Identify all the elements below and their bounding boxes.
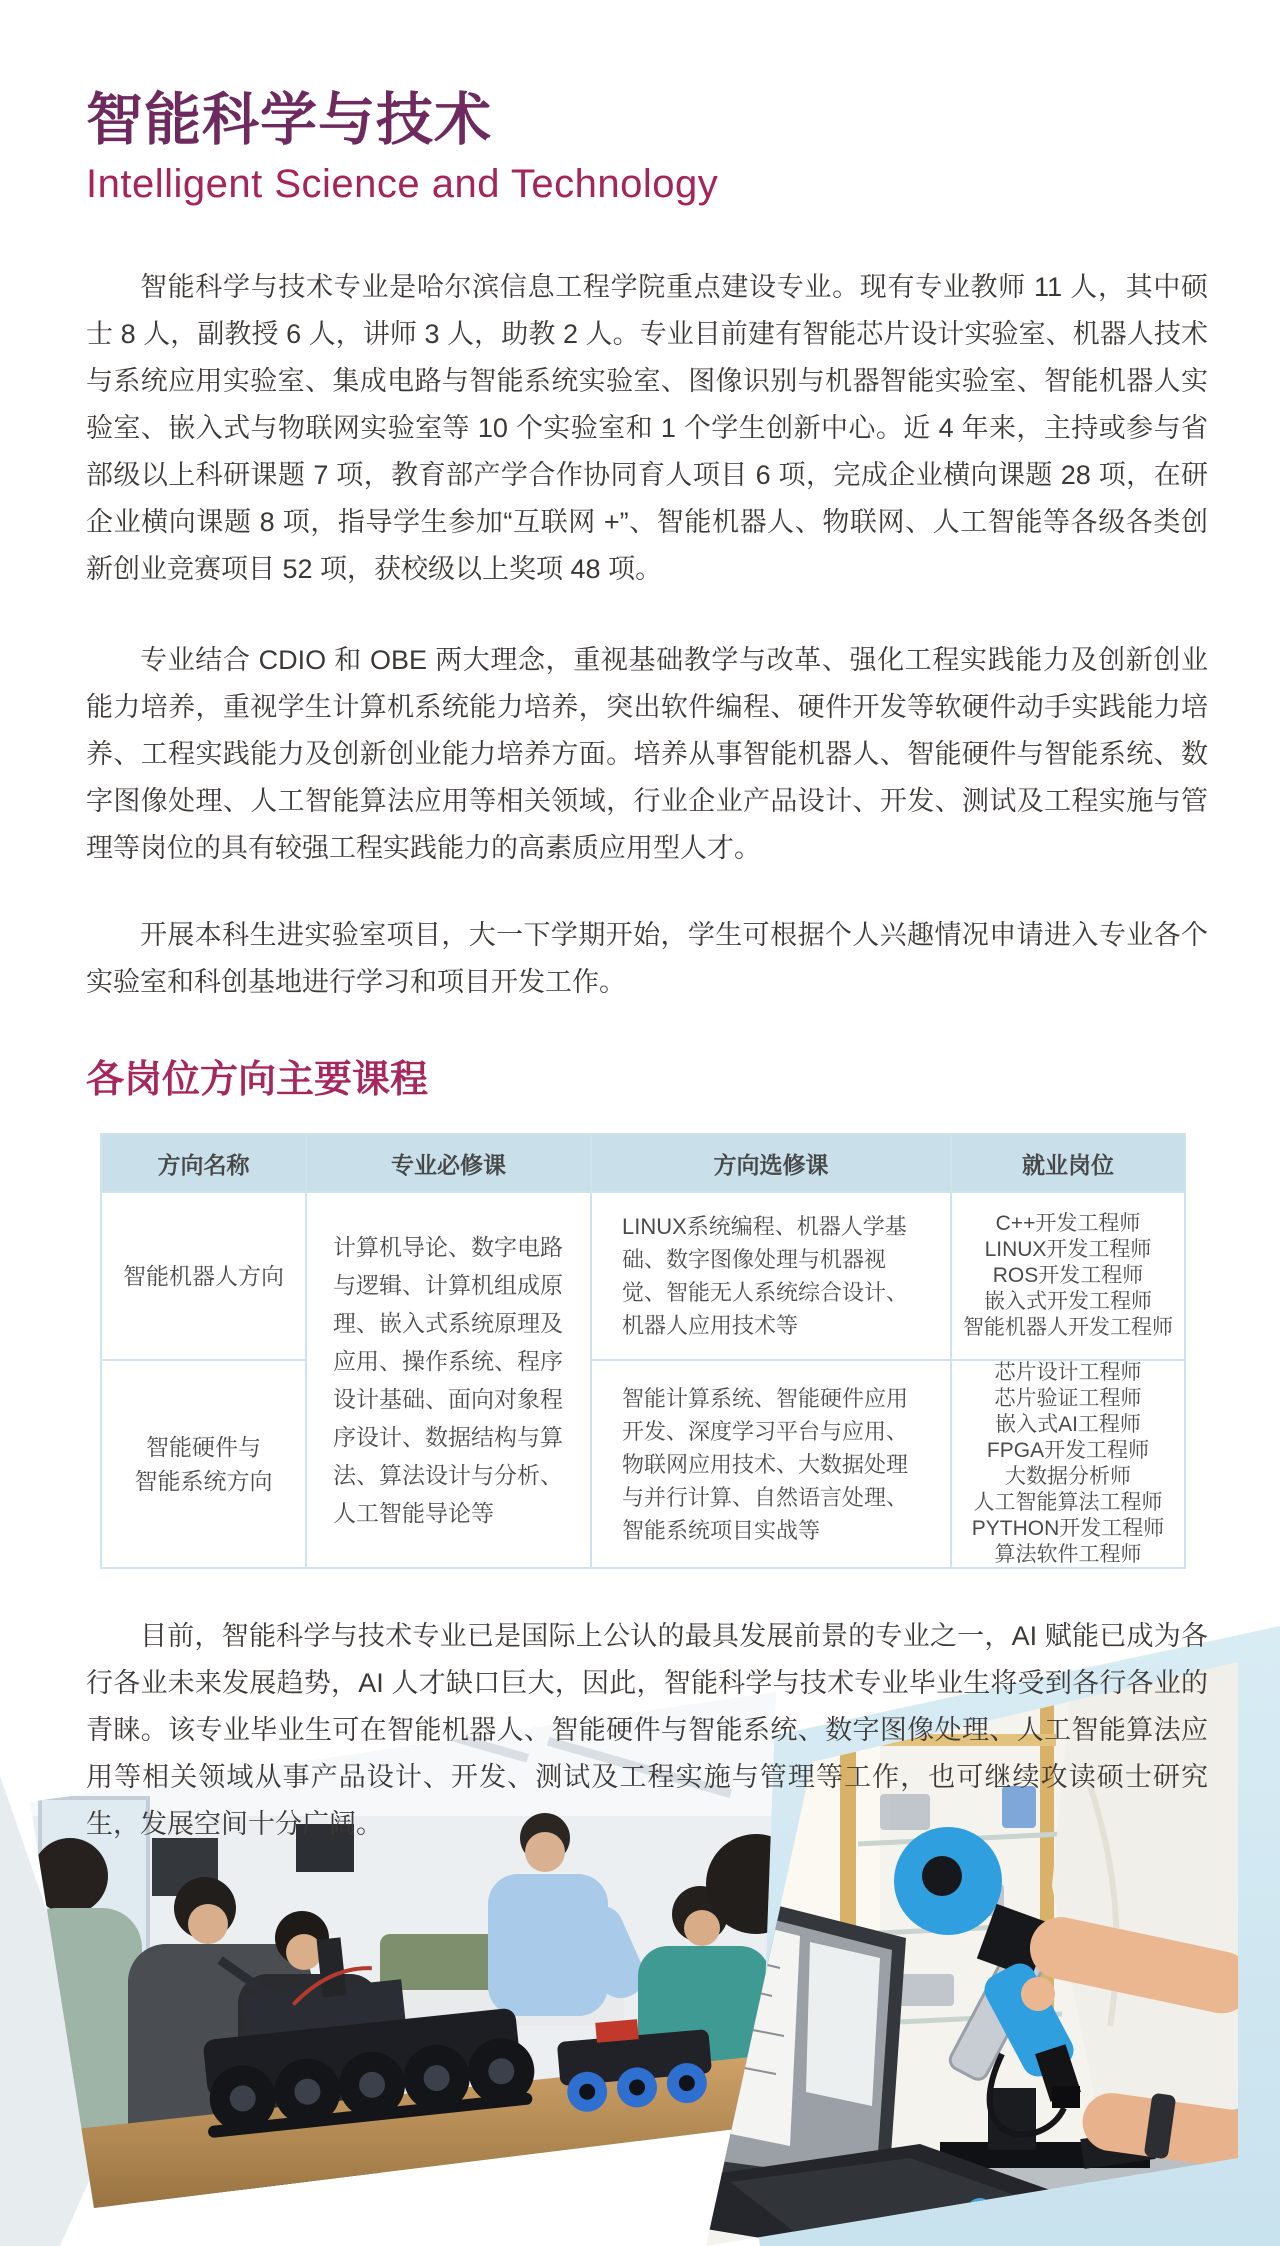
direction-line: 智能硬件与: [146, 1434, 261, 1461]
electives-cell-robot: LINUX系统编程、机器人学基础、数字图像处理与机器视觉、智能无人系统综合设计、机器人应用技术等: [592, 1193, 950, 1359]
table-header-jobs: 就业岗位: [952, 1135, 1184, 1191]
job-item: 算法软件工程师: [994, 1543, 1142, 1567]
job-item: ROS开发工程师: [992, 1264, 1144, 1288]
closing-paragraph: 目前，智能科学与技术专业已是国际上公认的最具发展前景的专业之一，AI 赋能已成为各行各业未来发展趋势，AI 人才缺口巨大，因此，智能科学与技术专业毕业生将受到各行各业的青睐。该专业毕业生可在智能机器人、智能硬件与智能系统、数字图像处理、人工智能算法应用等相关领域从事产品设计、开发、测试及工程实施与管理等工作，也可继续攻读硕士研究生，发展空间十分广阔。: [86, 1621, 1208, 1840]
courses-section-heading: 各岗位方向主要课程: [86, 1058, 429, 1101]
table-header-direction: 方向名称: [102, 1135, 305, 1191]
job-item: 智能机器人开发工程师: [963, 1316, 1173, 1340]
intro-paragraph-2: 专业结合 CDIO 和 OBE 两大理念，重视基础教学与改革、强化工程实践能力及创新创业能力培养，重视学生计算机系统能力培养，突出软件编程、硬件开发等软硬件动手实践能力培养、工程实践能力及创新创业能力培养方面。培养从事智能机器人、智能硬件与智能系统、数字图像处理、人工智能算法应用等相关领域，行业企业产品设计、开发、测试及工程实施与管理等岗位的具有较强工程实践能力的高素质应用型人才。: [86, 644, 1208, 863]
page-subtitle: Intelligent Science and Technology: [86, 161, 719, 206]
required-courses-cell: 计算机导论、数字电路与逻辑、计算机组成原理、嵌入式系统原理及应用、操作系统、程序设计基础、面向对象程序设计、数据结构与算法、算法设计与分析、人工智能导论等: [307, 1193, 590, 1567]
page-title: 智能科学与技术: [86, 88, 492, 152]
job-item: 嵌入式AI工程师: [995, 1413, 1141, 1437]
job-item: FPGA开发工程师: [986, 1439, 1150, 1463]
intro-paragraph-1: 智能科学与技术专业是哈尔滨信息工程学院重点建设专业。现有专业教师 11 人，其中硕士 8 人，副教授 6 人，讲师 3 人，助教 2 人。专业目前建有智能芯片设计实验室、机器人技术与系统应用实验室、集成电路与智能系统实验室、图像识别与机器智能实验室、智能机器人实验室、嵌入式与物联网实验室等 10 个实验室和 1 个学生创新中心。近 4 年来，主持或参与省部级以上科研课题 7 项，教育部产学合作协同育人项目 6 项，完成企业横向课题 28 项，在研企业横向课题 8 项，指导学生参加“互联网 +”、智能机器人、物联网、人工智能等各级各类创新创业竞赛项目 52 项，获校级以上奖项 48 项。: [86, 271, 1208, 584]
table-header-elective-courses: 方向选修课: [592, 1135, 950, 1191]
table-header-required-courses: 专业必修课: [307, 1135, 590, 1191]
job-item: 芯片验证工程师: [994, 1387, 1142, 1411]
job-item: 嵌入式开发工程师: [984, 1290, 1152, 1314]
job-item: 人工智能算法工程师: [973, 1491, 1163, 1515]
direction-cell-hardware: [102, 1361, 305, 1567]
direction-cell-robot: 智能机器人方向: [102, 1193, 305, 1359]
jobs-cell-hardware: [952, 1361, 1184, 1567]
direction-line: 智能系统方向: [134, 1468, 273, 1495]
job-item: PYTHON开发工程师: [971, 1517, 1165, 1541]
jobs-cell-robot: [952, 1193, 1184, 1359]
courses-table: [100, 1133, 1186, 1569]
intro-paragraph-3: 开展本科生进实验室项目，大一下学期开始，学生可根据个人兴趣情况申请进入专业各个实验室和科创基地进行学习和项目开发工作。: [86, 919, 1208, 997]
job-item: 大数据分析师: [1005, 1465, 1131, 1489]
electives-cell-hardware: 智能计算系统、智能硬件应用开发、深度学习平台与应用、物联网应用技术、大数据处理与并行计算、自然语言处理、智能系统项目实战等: [592, 1361, 950, 1567]
job-item: LINUX开发工程师: [984, 1238, 1152, 1262]
job-item: C++开发工程师: [995, 1212, 1141, 1236]
job-item: 芯片设计工程师: [994, 1361, 1142, 1385]
